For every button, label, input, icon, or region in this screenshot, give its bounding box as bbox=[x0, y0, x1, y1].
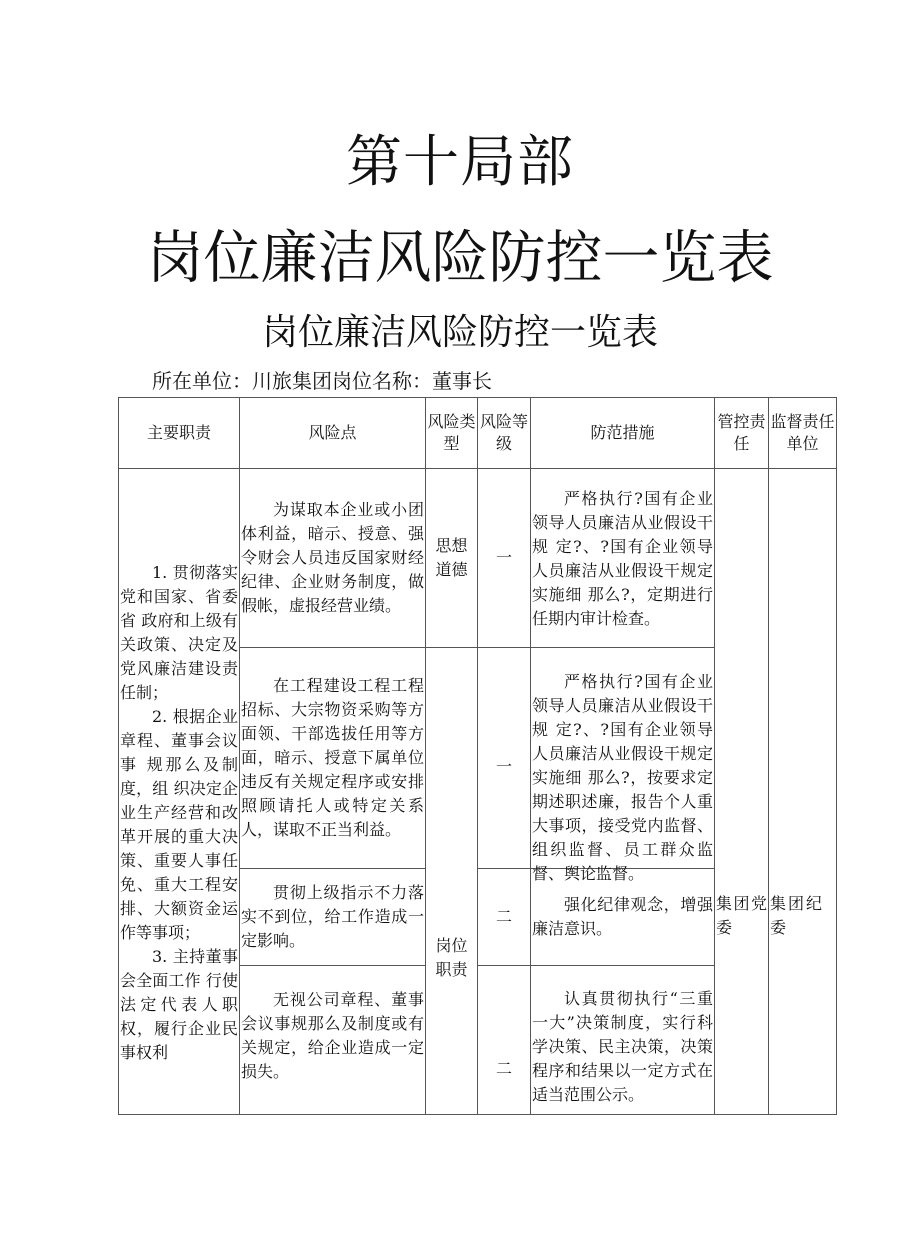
table-row bbox=[119, 469, 837, 648]
header-control: 管控责 任 bbox=[715, 398, 769, 469]
supervise-unit-text: 集团纪委 bbox=[770, 893, 822, 937]
control-unit-cell bbox=[715, 469, 769, 1115]
header-risk-point: 风险点 bbox=[240, 398, 426, 469]
measures-cell bbox=[531, 648, 715, 883]
supervise-unit-cell bbox=[769, 469, 837, 1115]
measures-cell bbox=[531, 469, 715, 648]
risk-point-cell bbox=[240, 648, 426, 869]
risk-point-cell bbox=[240, 469, 426, 648]
table-header-row bbox=[119, 398, 837, 469]
risk-level-text: 二 bbox=[495, 907, 512, 926]
risk-point-text: 无视公司章程、董事会议事规那么及制度或有关规定，给企业造成一定损失。 bbox=[241, 990, 424, 1081]
risk-type-cell bbox=[426, 469, 478, 648]
header-risk-level: 风险等级 bbox=[478, 398, 531, 469]
risk-point-cell bbox=[240, 869, 426, 966]
risk-level-text: 一 bbox=[495, 548, 512, 567]
measures-text: 严格执行?国有企业领导人员廉洁从业假设干规 定?、?国有企业领导人员廉洁从业假设干规定实施细 那么?，定期进行任期内审计检查。 bbox=[532, 489, 713, 628]
risk-type-text: 思想道德 bbox=[435, 536, 468, 579]
risk-point-text: 贯彻上级指示不力落实不到位，给工作造成一定影响。 bbox=[241, 883, 424, 950]
risk-type-text: 岗位职责 bbox=[435, 936, 468, 979]
unit-position-line: 所在单位：川旅集团岗位名称：董事长 bbox=[152, 369, 492, 393]
duty-item-1: 1. 贯彻落实党和国家、省委省 政府和上级有关政策、决定及党风廉洁建设责任制； bbox=[120, 563, 238, 702]
risk-point-text: 为谋取本企业或小团体利益，暗示、授意、强令财会人员违反国家财经纪律、企业财务制度，做假帐，虚报经营业绩。 bbox=[241, 500, 424, 615]
header-risk-type: 风险类型 bbox=[426, 398, 478, 469]
risk-level-text: 一 bbox=[495, 757, 512, 776]
measures-text: 严格执行?国有企业领导人员廉洁从业假设干规 定?、?国有企业领导人员廉洁从业假设干规定实施细 那么?，按要求定期述职述廉，报告个人重大事项，接受党内监督、组织监督、员工群众监督、舆论监督。 bbox=[532, 672, 713, 883]
duty-cell bbox=[119, 469, 240, 1115]
document-title-line1: 第十局部 bbox=[346, 130, 574, 195]
document-title-line2: 岗位廉洁风险防控一览表 bbox=[146, 225, 774, 291]
header-duty: 主要职责 bbox=[119, 398, 240, 469]
header-supervise: 监督责任单位 bbox=[769, 398, 837, 469]
measures-text: 认真贯彻执行“三重 一大”决策制度，实行科学决策、民主决策，决策程序和结果以一定方式在适当范围公示。 bbox=[532, 989, 713, 1104]
risk-control-table bbox=[118, 397, 837, 1115]
header-measures: 防范措施 bbox=[531, 398, 715, 469]
risk-level-cell bbox=[478, 966, 531, 1115]
risk-level-text: 二 bbox=[495, 1059, 512, 1078]
risk-point-cell bbox=[240, 966, 426, 1115]
duty-item-2: 2. 根据企业 章程、董事会议事 规那么及制度，组 织决定企业生产经营和改革开展的重大决策、重要人事任免、重大工程安排、大额资金运作等事项； bbox=[120, 707, 238, 942]
table-title: 岗位廉洁风险防控一览表 bbox=[261, 312, 658, 353]
risk-level-cell bbox=[478, 869, 531, 966]
risk-type-cell bbox=[426, 648, 478, 1115]
duty-item-3: 3. 主持董事 会全面工作 行使 法定代表人职 权，履行企业民 事权利 bbox=[120, 947, 238, 1062]
risk-point-text: 在工程建设工程工程招标、大宗物资采购等方面领、干部选拔任用等方面，暗示、授意下属单位违反有关规定程序或安排照顾请托人或特定关系人，谋取不正当利益。 bbox=[241, 676, 424, 839]
measures-cell bbox=[531, 966, 715, 1115]
risk-level-cell bbox=[478, 469, 531, 648]
control-unit-text: 集团党委 bbox=[716, 893, 767, 937]
measures-text: 强化纪律观念，增强廉洁意识。 bbox=[532, 895, 713, 938]
risk-level-cell bbox=[478, 648, 531, 869]
